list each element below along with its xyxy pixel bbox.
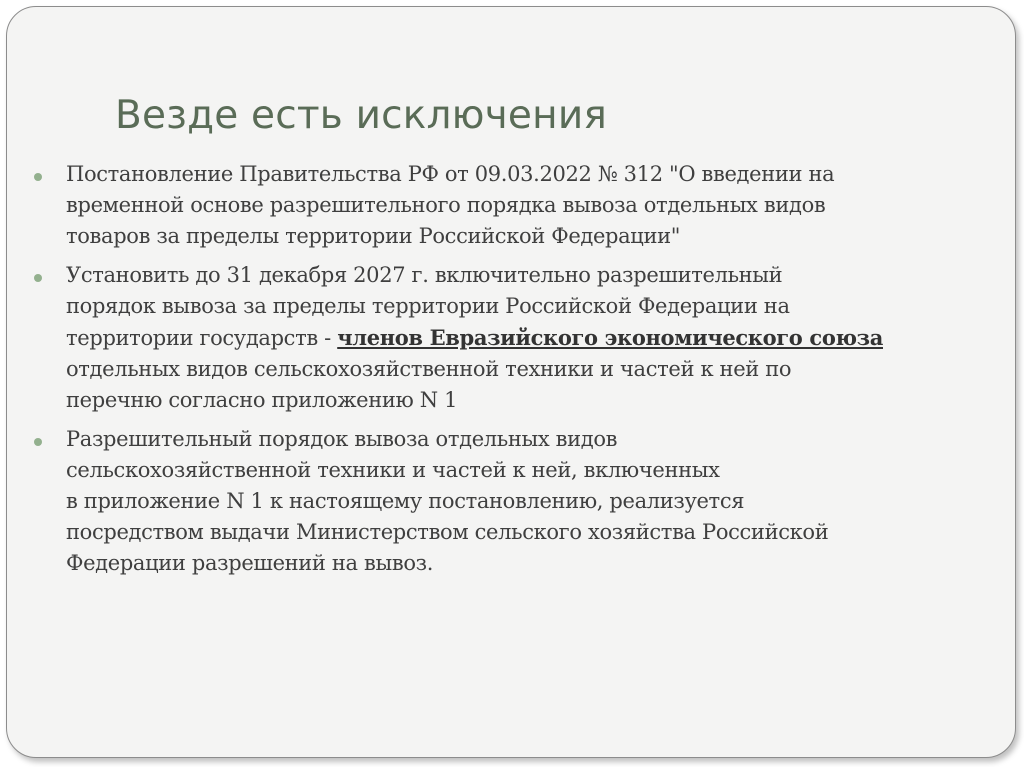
bullet-text-line: в приложение N 1 к настоящему постановлению, реализуется bbox=[66, 489, 745, 513]
bullet-dot-icon bbox=[34, 173, 42, 181]
slide-frame bbox=[6, 6, 1016, 758]
bullet-text-line: порядок вывоза за пределы территории Российской Федерации на bbox=[66, 294, 790, 318]
bullet-text-line: посредством выдачи Министерством сельского хозяйства Российской bbox=[66, 520, 829, 544]
emphasized-text: членов Евразийского экономического союза bbox=[337, 325, 883, 350]
bullet-text-line: временной основе разрешительного порядка вывоза отдельных видов bbox=[66, 193, 826, 217]
bullet-text-line-mixed bbox=[66, 322, 931, 354]
bullet-text-segment: территории государств - bbox=[66, 326, 338, 350]
bullet-item bbox=[31, 424, 931, 579]
bullet-text-line: Разрешительный порядок вывоза отдельных видов bbox=[66, 427, 618, 451]
bullet-text-line: Постановление Правительства РФ от 09.03.2022 № 312 "О введении на bbox=[66, 162, 835, 186]
bullet-text-line: отдельных видов сельскохозяйственной техники и частей к ней по bbox=[66, 357, 792, 381]
bullet-dot-icon bbox=[34, 438, 42, 446]
bullet-item bbox=[31, 260, 931, 416]
bullet-text-line: перечню согласно приложению N 1 bbox=[66, 388, 458, 412]
bullet-text-line: сельскохозяйственной техники и частей к ней, включенных bbox=[66, 458, 720, 482]
slide-title: Везде есть исключения bbox=[115, 93, 608, 138]
bullet-text-line: Федерации разрешений на вывоз. bbox=[66, 551, 434, 575]
bullet-list bbox=[31, 159, 931, 587]
bullet-text-line: Установить до 31 декабря 2027 г. включительно разрешительный bbox=[66, 263, 783, 287]
bullet-item bbox=[31, 159, 931, 252]
bullet-dot-icon bbox=[34, 274, 42, 282]
bullet-text-line: товаров за пределы территории Российской Федерации" bbox=[66, 224, 681, 248]
